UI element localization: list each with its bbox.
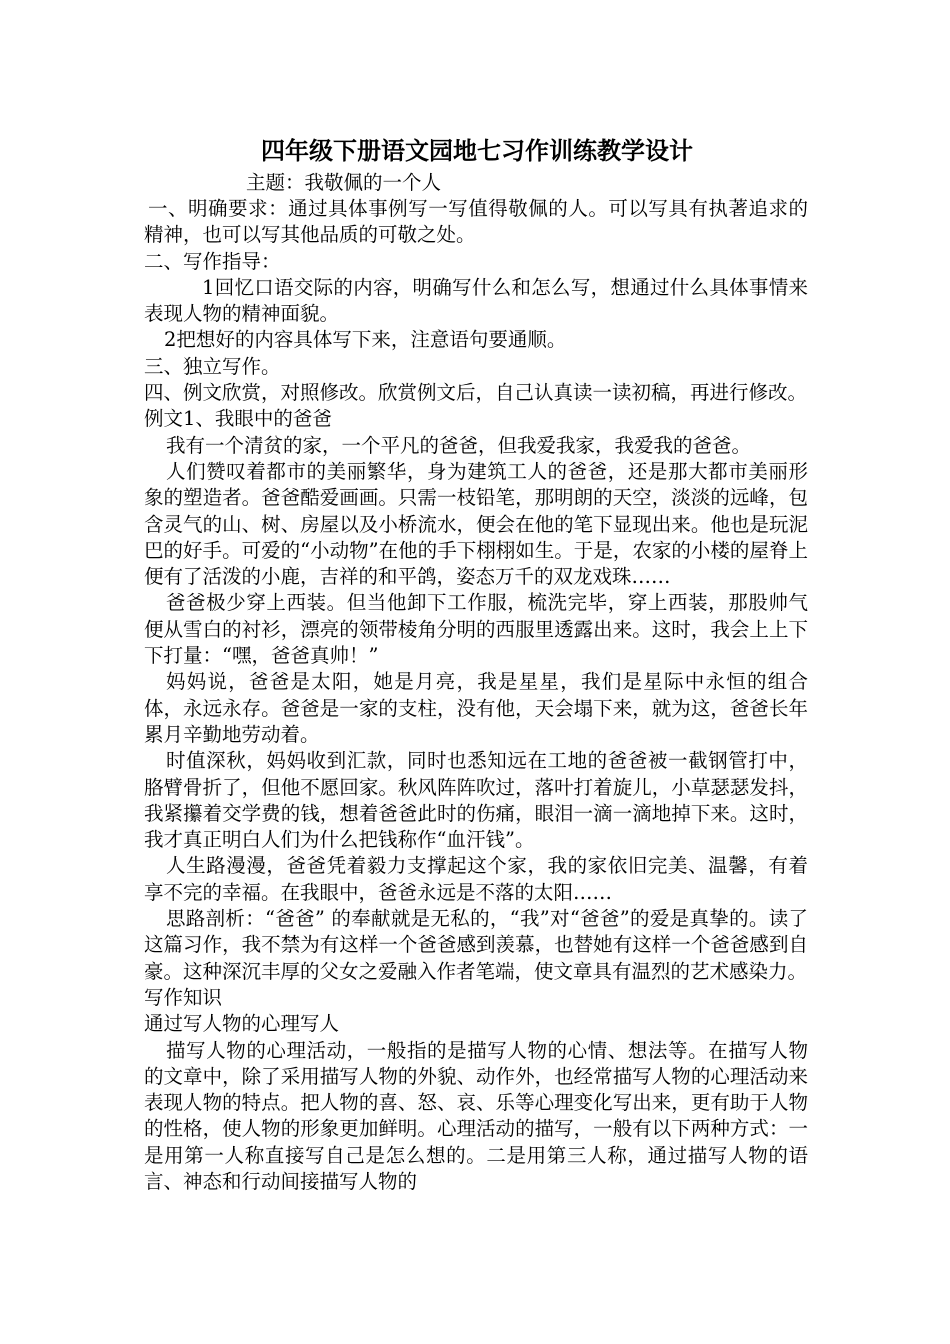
paragraph-example-appreciation: 四、例文欣赏，对照修改。欣赏例文后，自己认真读一读初稿，再进行修改。 bbox=[144, 381, 808, 405]
paragraph-guidance-heading: 二、写作指导： bbox=[144, 249, 281, 273]
writing-knowledge-paragraph: 描写人物的心理活动，一般指的是描写人物的心情、想法等。在描写人物的文章中，除了采用描写人物的外貌、动作外，也经常描写人物的心理活动来表现人物的特点。把人物的喜、怒、哀、乐等心理变化写出来，更有助于人物的性格，使人物的形象更加鲜明。心理活动的描写，一般有以下两种方式：一是用第一人称直接写自己是怎么想的。二是用第三人称，通过描写人物的语言、神态和行动间接描写人物的 bbox=[144, 1038, 808, 1193]
example-title: 例文1、我眼中的爸爸 bbox=[144, 407, 332, 431]
paragraph-guidance-2: 2把想好的内容具体写下来，注意语句要通顺。 bbox=[164, 328, 567, 352]
writing-knowledge-heading: 写作知识 bbox=[144, 985, 223, 1009]
example-paragraph: 爸爸极少穿上西装。但当他卸下工作服，梳洗完毕，穿上西装，那股帅气便从雪白的衬衫，漂亮的领带棱角分明的西服里透露出来。这时，我会上上下下打量：“嘿，爸爸真帅！” bbox=[144, 591, 808, 668]
example-paragraph: 人生路漫漫，爸爸凭着毅力支撑起这个家，我的家依旧完美、温馨，有着享不完的幸福。在我眼中，爸爸永远是不落的太阳…… bbox=[144, 854, 808, 904]
paragraph-independent-writing: 三、独立写作。 bbox=[144, 354, 281, 378]
paragraph-requirements: 一、明确要求：通过具体事例写一写值得敬佩的人。可以写具有执著追求的精神，也可以写其他品质的可敬之处。 bbox=[144, 197, 808, 247]
analysis-paragraph: 思路剖析：“爸爸” 的奉献就是无私的，“我”对“爸爸”的爱是真挚的。读了这篇习作，我不禁为有这样一个爸爸感到羡慕，也替她有这样一个爸爸感到自豪。这种深沉丰厚的父女之爱融入作者笔端，使文章具有温烈的艺术感染力。 bbox=[144, 907, 808, 983]
example-paragraph: 我有一个清贫的家，一个平凡的爸爸，但我爱我家，我爱我的爸爸。 bbox=[166, 433, 752, 457]
paragraph-guidance-1: 1回忆口语交际的内容，明确写什么和怎么写，想通过什么具体事情来表现人物的精神面貌。 bbox=[144, 275, 808, 326]
writing-knowledge-subheading: 通过写人物的心理写人 bbox=[144, 1012, 340, 1036]
example-paragraph: 妈妈说，爸爸是太阳，她是月亮，我是星星，我们是星际中永恒的组合体，永远永存。爸爸是一家的支柱，没有他，天会塌下来，就为这，爸爸长年累月辛勤地劳动着。 bbox=[144, 670, 808, 746]
document-title: 四年级下册语文园地七习作训练教学设计 bbox=[261, 136, 693, 165]
example-paragraph: 人们赞叹着都市的美丽繁华，身为建筑工人的爸爸，还是那大都市美丽形象的塑造者。爸爸酷爱画画。只需一枝铅笔，那明朗的天空，淡淡的远峰，包含灵气的山、树、房屋以及小桥流水，便会在他的笔下显现出来。他也是玩泥巴的好手。可爱的“小动物”在他的手下栩栩如生。于是，农家的小楼的屋脊上便有了活泼的小鹿，吉祥的和平鸽，姿态万千的双龙戏珠…… bbox=[144, 459, 808, 589]
document-subtitle: 主题：我敬佩的一个人 bbox=[246, 171, 442, 194]
document-page bbox=[144, 132, 808, 1195]
example-paragraph: 时值深秋，妈妈收到汇款，同时也悉知远在工地的爸爸被一截钢管打中，胳臂骨折了，但他不愿回家。秋风阵阵吹过，落叶打着旋儿，小草瑟瑟发抖，我紧攥着交学费的钱，想着爸爸此时的伤痛，眼泪一滴一滴地掉下来。这时，我才真正明白人们为什么把钱称作“血汗钱”。 bbox=[144, 749, 808, 852]
